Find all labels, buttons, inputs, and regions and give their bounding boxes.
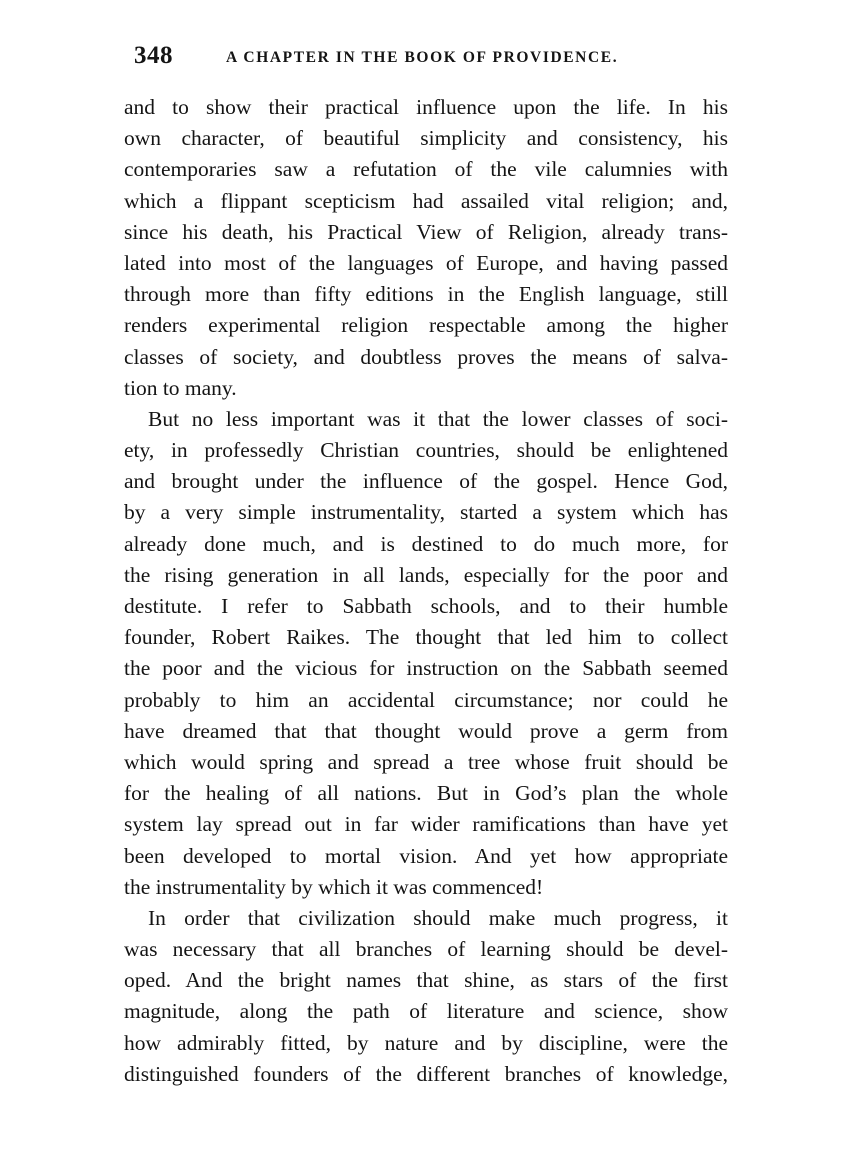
- text-line: through more than fifty editions in the English language, still: [124, 282, 728, 307]
- text-line: magnitude, along the path of literature and science, show: [124, 999, 728, 1024]
- running-head: [134, 42, 734, 78]
- text-line: In order that civilization should make much progress, it: [148, 905, 728, 930]
- text-line: probably to him an accidental circumstance; nor could he: [124, 687, 728, 712]
- text-line: the poor and the vicious for instruction on the Sabbath seemed: [124, 656, 728, 681]
- text-line: the rising generation in all lands, especially for the poor and: [124, 562, 728, 587]
- text-line: tion to many.: [124, 375, 237, 400]
- text-line: the instrumentality by which it was commenced!: [124, 874, 544, 899]
- text-line: own character, of beautiful simplicity and consistency, his: [124, 126, 728, 151]
- text-line: ety, in professedly Christian countries, should be enlightened: [124, 438, 728, 463]
- text-line: which would spring and spread a tree whose fruit should be: [124, 749, 728, 774]
- text-line: distinguished founders of the different branches of knowledge,: [124, 1061, 728, 1086]
- text-line: was necessary that all branches of learning should be devel-: [124, 937, 728, 962]
- text-line: oped. And the bright names that shine, as stars of the first: [124, 968, 728, 993]
- text-line: been developed to mortal vision. And yet how appropriate: [124, 843, 728, 868]
- text-line: which a flippant scepticism had assailed vital religion; and,: [124, 188, 728, 213]
- text-line: and to show their practical influence upon the life. In his: [124, 95, 728, 119]
- chapter-title: A CHAPTER IN THE BOOK OF PROVIDENCE.: [226, 49, 619, 66]
- text-line: and brought under the influence of the gospel. Hence God,: [124, 469, 728, 494]
- text-line: contemporaries saw a refutation of the vile calumnies with: [124, 157, 728, 182]
- page-number: 348: [134, 42, 173, 69]
- text-line: classes of society, and doubtless proves the means of salva-: [124, 344, 728, 369]
- text-line: founder, Robert Raikes. The thought that led him to collect: [124, 625, 728, 650]
- text-line: how admirably fitted, by nature and by discipline, were the: [124, 1030, 728, 1055]
- text-line: system lay spread out in far wider ramifications than have yet: [124, 812, 728, 837]
- text-line: renders experimental religion respectable among the higher: [124, 313, 728, 338]
- text-line: have dreamed that that thought would prove a germ from: [124, 718, 728, 743]
- text-line: lated into most of the languages of Europe, and having passed: [124, 250, 728, 275]
- body-text: [124, 92, 728, 1090]
- text-line: But no less important was it that the lower classes of soci-: [148, 406, 728, 431]
- text-line: destitute. I refer to Sabbath schools, and to their humble: [124, 594, 728, 618]
- text-line: since his death, his Practical View of Religion, already trans-: [124, 219, 728, 244]
- text-line: already done much, and is destined to do much more, for: [124, 531, 728, 556]
- text-line: by a very simple instrumentality, started a system which has: [124, 500, 728, 525]
- text-line: for the healing of all nations. But in God’s plan the whole: [124, 781, 728, 806]
